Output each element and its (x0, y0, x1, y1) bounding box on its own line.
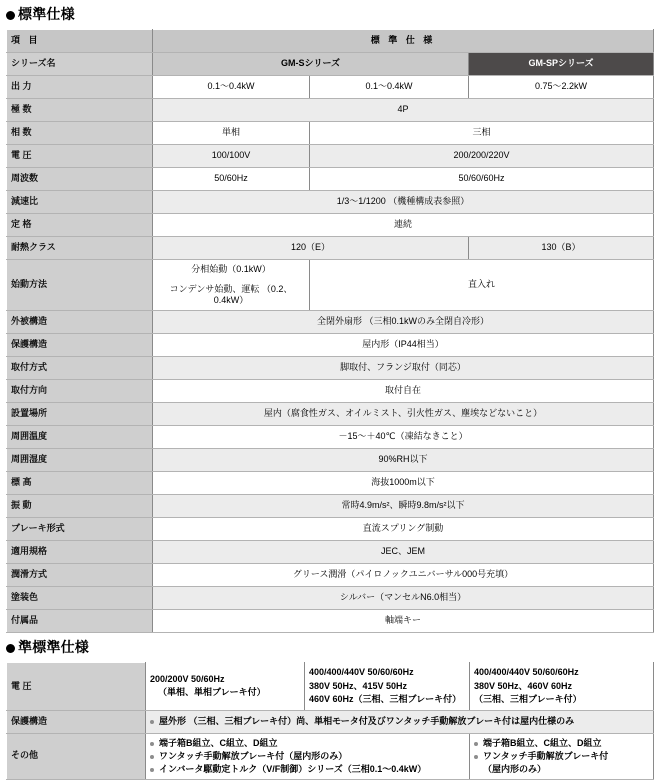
list-item: 端子箱B組立、C組立、D組立 (474, 737, 649, 750)
value-cell: 海抜1000m以下 (153, 472, 654, 495)
row-label: 標 高 (7, 472, 153, 495)
standard-spec-body (7, 30, 654, 633)
value-cell: シルバー（マンセルN6.0相当） (153, 587, 654, 610)
row-label: 出 力 (7, 76, 153, 99)
table-row (7, 495, 654, 518)
row-label: 取付方式 (7, 357, 153, 380)
value-line: 400/400/440V 50/60/60Hz (474, 667, 579, 677)
value-line: コンデンサ始動、運転 （0.2、0.4kW） (169, 283, 293, 306)
value-cell (153, 260, 310, 311)
row-label: 周波数 (7, 168, 153, 191)
table-row (7, 145, 654, 168)
value-cell: 0.75～2.2kW (469, 76, 654, 99)
table-row (7, 191, 654, 214)
value-line: 400/400/440V 50/60/60Hz (309, 667, 414, 677)
table-row (7, 610, 654, 633)
row-label: 外被構造 (7, 311, 153, 334)
list-item: 端子箱B組立、C組立、D組立 (150, 737, 465, 750)
series-cell-highlighted: GM-SPシリーズ (469, 53, 654, 76)
table-row (7, 587, 654, 610)
row-label: 潤滑方式 (7, 564, 153, 587)
list-item: ワンタッチ手動解放ブレーキ付 (474, 750, 649, 763)
value-cell: 50/60/60Hz (310, 168, 654, 191)
row-label: 始動方法 (7, 260, 153, 311)
row-label: 適用規格 (7, 541, 153, 564)
value-cell: 常時4.9m/s²、瞬時9.8m/s²以下 (153, 495, 654, 518)
value-cell: 単相 (153, 122, 310, 145)
value-line: 380V 50Hz、415V 50Hz (309, 680, 408, 691)
row-label: 保護構造 (7, 710, 146, 733)
row-label: 電 圧 (7, 145, 153, 168)
table-row (7, 380, 654, 403)
table-row (7, 311, 654, 334)
table-row (7, 472, 654, 495)
value-cell: 全閉外扇形 （三相0.1kWのみ全閉自冷形） (153, 311, 654, 334)
table-row (7, 357, 654, 380)
row-label: 保護構造 (7, 334, 153, 357)
table-row (7, 449, 654, 472)
row-label: 塗装色 (7, 587, 153, 610)
value-line: 200/200V 50/60Hz (150, 673, 225, 684)
row-label: 定 格 (7, 214, 153, 237)
value-cell (146, 733, 470, 779)
table-row (7, 214, 654, 237)
table-header-row (7, 30, 654, 53)
semi-standard-spec-body (7, 663, 654, 780)
value-line: （単相、単相ブレーキ付） (158, 687, 266, 698)
value-cell: 50/60Hz (153, 168, 310, 191)
row-label: 取付方向 (7, 380, 153, 403)
table-row (7, 663, 654, 711)
value-cell: 脚取付、フランジ取付（同芯） (153, 357, 654, 380)
voltage-cell (146, 663, 305, 711)
bullet-icon (6, 644, 15, 653)
value-cell: 200/200/220V (310, 145, 654, 168)
row-label: 付属品 (7, 610, 153, 633)
voltage-cell (305, 663, 470, 711)
semi-standard-spec-heading (6, 633, 653, 662)
standard-spec-table (6, 29, 654, 633)
table-row (7, 168, 654, 191)
value-line: 460V 60Hz（三相、三相ブレーキ付） (309, 694, 462, 704)
value-cell: 0.1～0.4kW (153, 76, 310, 99)
value-cell: 取付自在 (153, 380, 654, 403)
row-label: シリーズ名 (7, 53, 153, 76)
value-cell: グリース潤滑（パイロノックユニバーサル000号充填） (153, 564, 654, 587)
value-line: （三相、三相ブレーキ付） (474, 694, 582, 704)
table-row (7, 733, 654, 779)
table-row (7, 99, 654, 122)
value-cell: 120（E） (153, 237, 469, 260)
table-row (7, 403, 654, 426)
table-row (7, 710, 654, 733)
value-cell: 130（B） (469, 237, 654, 260)
row-label: 極 数 (7, 99, 153, 122)
value-cell: 4P (153, 99, 654, 122)
row-label: 設置場所 (7, 403, 153, 426)
value-cell: －15～＋40℃（凍結なきこと） (153, 426, 654, 449)
value-cell: 屋内形（IP44相当） (153, 334, 654, 357)
table-row (7, 564, 654, 587)
semi-standard-spec-table (6, 662, 654, 780)
value-cell: 三相 (310, 122, 654, 145)
value-cell: 連続 (153, 214, 654, 237)
row-label: 周囲温度 (7, 426, 153, 449)
table-row (7, 122, 654, 145)
row-label: 周囲湿度 (7, 449, 153, 472)
value-line: 分相始動（0.1kW） (191, 263, 271, 274)
value-cell (470, 733, 654, 779)
value-cell: 0.1～0.4kW (310, 76, 469, 99)
value-cell: 90%RH以下 (153, 449, 654, 472)
table-row (7, 53, 654, 76)
value-cell: 100/100V (153, 145, 310, 168)
list-item: ワンタッチ手動解放ブレーキ付（屋内形のみ） (150, 750, 465, 763)
row-label: 相 数 (7, 122, 153, 145)
value-cell: 直流スプリング制動 (153, 518, 654, 541)
value-cell: 直入れ (310, 260, 654, 311)
value-cell: 屋内（腐食性ガス、オイルミスト、引火性ガス、塵埃などないこと） (153, 403, 654, 426)
standard-spec-heading-text: 標準仕様 (18, 6, 75, 22)
row-label: ブレーキ形式 (7, 518, 153, 541)
series-cell: GM-Sシリーズ (153, 53, 469, 76)
row-label: その他 (7, 733, 146, 779)
table-row (7, 541, 654, 564)
multi-line-value (157, 264, 305, 307)
standard-spec-heading (6, 0, 653, 29)
value-cell: 1/3～1/1200 （機種構成表参照） (153, 191, 654, 214)
table-row (7, 260, 654, 311)
list-item: インバータ駆動定トルク（V/F制御）シリーズ（三相0.1～0.4kW） (150, 763, 465, 776)
value-cell (146, 710, 654, 733)
table-row (7, 76, 654, 99)
table-row (7, 426, 654, 449)
semi-standard-spec-heading-text: 準標準仕様 (18, 639, 89, 655)
row-label: 減速比 (7, 191, 153, 214)
value-cell: JEC、JEM (153, 541, 654, 564)
header-item-label: 項 目 (7, 30, 153, 53)
voltage-cell (470, 663, 654, 711)
row-label: 電 圧 (7, 663, 146, 711)
value-line: 380V 50Hz、460V 60Hz (474, 680, 573, 691)
table-row (7, 518, 654, 541)
list-item: 屋外形 （三相、三相ブレーキ付）尚、単相モータ付及びワンタッチ手動解放ブレーキ付は屋内仕様のみ (150, 715, 649, 728)
row-label: 振 動 (7, 495, 153, 518)
value-cell: 軸端キー (153, 610, 654, 633)
row-label: 耐熱クラス (7, 237, 153, 260)
list-item-continuation: （屋内形のみ） (483, 763, 547, 774)
bullet-icon (6, 11, 15, 20)
table-row (7, 237, 654, 260)
table-row (7, 334, 654, 357)
header-spec-label: 標 準 仕 様 (153, 30, 654, 53)
